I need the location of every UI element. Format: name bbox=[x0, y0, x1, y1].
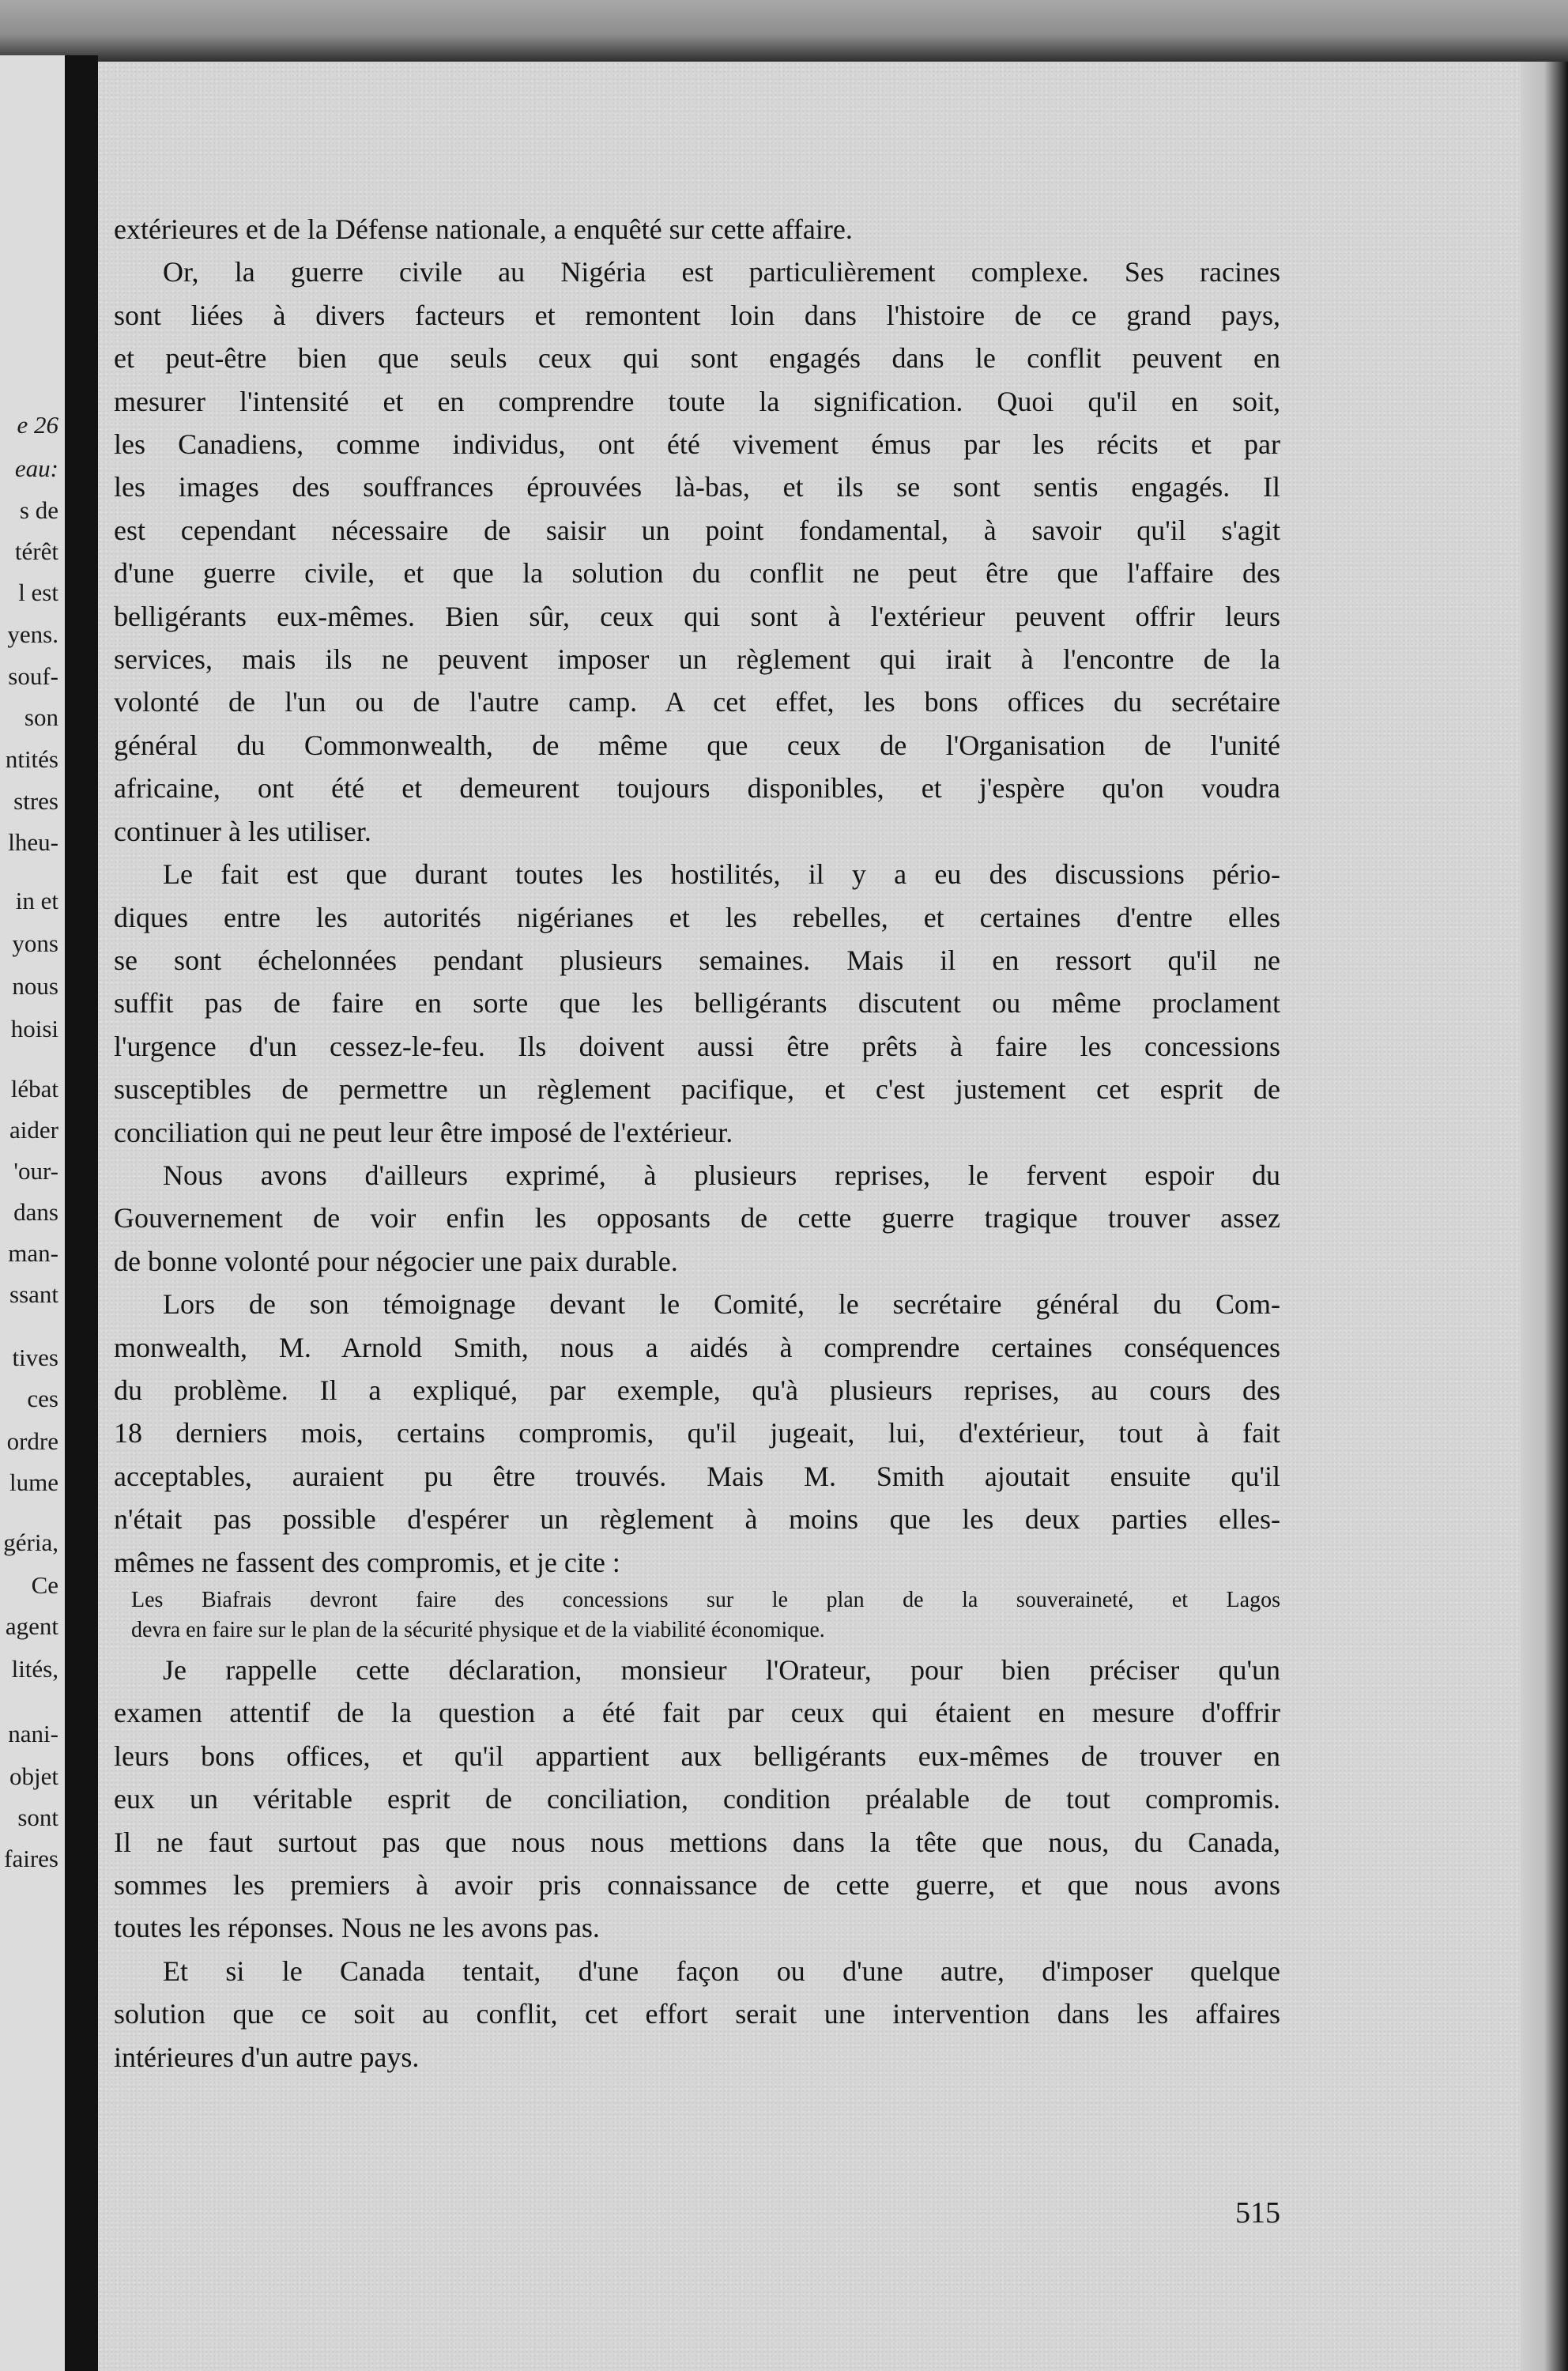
text-line: l'urgence d'un cessez-le-feu. Ils doivent aussi être prêts à faire les concessions bbox=[114, 1030, 1280, 1062]
text-line: les images des souffrances éprouvées là-bas, et ils se sont sentis engagés. Il bbox=[114, 471, 1280, 503]
facing-page-edge bbox=[0, 55, 65, 2371]
facing-page-line-fragment: lheu- bbox=[8, 828, 58, 856]
paragraph bbox=[114, 208, 1280, 251]
facing-page-line-fragment: yens. bbox=[7, 620, 58, 648]
text-line: mesurer l'intensité et en comprendre toute la signification. Quoi qu'il en soit, bbox=[114, 385, 1280, 417]
text-line: général du Commonwealth, de même que ceux de l'Organisation de l'unité bbox=[114, 729, 1280, 761]
text-line: continuer à les utiliser. bbox=[114, 815, 371, 847]
facing-page-line-fragment: 'our- bbox=[13, 1157, 58, 1185]
text-line: Il ne faut surtout pas que nous nous mettions dans la tête que nous, du Canada, bbox=[114, 1826, 1280, 1858]
facing-page-line-fragment: s de bbox=[19, 496, 58, 524]
body-text bbox=[114, 208, 1280, 2079]
text-line: les Canadiens, comme individus, ont été vivement émus par les récits et par bbox=[114, 428, 1280, 461]
page-number: 515 bbox=[1235, 2196, 1280, 2230]
text-line: mêmes ne fassent des compromis, et je cite : bbox=[114, 1546, 620, 1578]
text-line: Or, la guerre civile au Nigéria est particulièrement complexe. Ses racines bbox=[163, 256, 1280, 288]
paragraph bbox=[114, 1950, 1280, 2079]
facing-page-line-fragment: ces bbox=[27, 1385, 58, 1412]
book-gutter bbox=[65, 55, 98, 2371]
facing-page-line-fragment: dans bbox=[13, 1198, 58, 1226]
text-line: se sont échelonnées pendant plusieurs semaines. Mais il en ressort qu'il ne bbox=[114, 944, 1280, 976]
facing-page-line-fragment: faires bbox=[4, 1845, 58, 1872]
text-line: Le fait est que durant toutes les hostilités, il y a eu des discussions pério- bbox=[163, 858, 1280, 891]
paragraph bbox=[114, 1154, 1280, 1283]
facing-page-line-fragment: stres bbox=[13, 787, 58, 815]
text-line: eux un véritable esprit de conciliation, condition préalable de tout compromis. bbox=[114, 1783, 1280, 1815]
text-line: n'était pas possible d'espérer un règlement à moins que les deux parties elles- bbox=[114, 1503, 1280, 1536]
document-page bbox=[98, 62, 1521, 2371]
facing-page-line-fragment: térêt bbox=[14, 537, 58, 565]
text-line: toutes les réponses. Nous ne les avons pas. bbox=[114, 1912, 600, 1944]
facing-page-line-fragment: aider bbox=[9, 1116, 58, 1144]
facing-page-line-fragment: sont bbox=[17, 1804, 58, 1831]
facing-page-line-fragment: Ce bbox=[31, 1571, 58, 1599]
facing-page-line-fragment: agent bbox=[5, 1612, 58, 1640]
facing-page-line-fragment: ordre bbox=[6, 1427, 58, 1455]
facing-page-line-fragment: ntités bbox=[5, 745, 58, 773]
facing-page-line-fragment: in et bbox=[15, 887, 58, 914]
text-line: africaine, ont été et demeurent toujours disponibles, et j'espère qu'on voudra bbox=[114, 772, 1280, 805]
quote-line: Les Biafrais devront faire des concessions sur le plan de la souveraineté, et Lagos bbox=[131, 1588, 1280, 1612]
facing-page-line-fragment: géria, bbox=[3, 1529, 58, 1556]
text-line: de bonne volonté pour négocier une paix durable. bbox=[114, 1245, 678, 1277]
facing-page-line-fragment: son bbox=[24, 703, 58, 731]
text-line: extérieures et de la Défense nationale, a enquêté sur cette affaire. bbox=[114, 213, 853, 245]
text-line: leurs bons offices, et qu'il appartient aux belligérants eux-mêmes de trouver en bbox=[114, 1740, 1280, 1772]
paragraph bbox=[114, 853, 1280, 1154]
facing-page-line-fragment: e 26 bbox=[17, 411, 58, 439]
text-line: et peut-être bien que seuls ceux qui sont engagés dans le conflit peuvent en bbox=[114, 342, 1280, 375]
facing-page-line-fragment: l est bbox=[18, 579, 58, 606]
text-line: examen attentif de la question a été fait par ceux qui étaient en mesure d'offrir bbox=[114, 1697, 1280, 1729]
text-line: sommes les premiers à avoir pris connaissance de cette guerre, et que nous avons bbox=[114, 1869, 1280, 1902]
facing-page-line-fragment: lume bbox=[9, 1468, 58, 1496]
text-line: Gouvernement de voir enfin les opposants de cette guerre tragique trouver assez bbox=[114, 1202, 1280, 1235]
text-line: susceptibles de permettre un règlement pacifique, et c'est justement cet esprit de bbox=[114, 1073, 1280, 1106]
text-line: intérieures d'un autre pays. bbox=[114, 2041, 420, 2073]
facing-page-line-fragment: yons bbox=[12, 929, 58, 957]
text-line: Nous avons d'ailleurs exprimé, à plusieurs reprises, le fervent espoir du bbox=[163, 1159, 1280, 1191]
facing-page-line-fragment: ssant bbox=[9, 1280, 58, 1308]
text-line: services, mais ils ne peuvent imposer un règlement qui irait à l'encontre de la bbox=[114, 643, 1280, 676]
text-line: conciliation qui ne peut leur être imposé de l'extérieur. bbox=[114, 1116, 733, 1148]
text-line: monwealth, M. Arnold Smith, nous a aidés à comprendre certaines conséquences bbox=[114, 1331, 1280, 1363]
facing-page-line-fragment: nani- bbox=[8, 1720, 58, 1747]
text-line: volonté de l'un ou de l'autre camp. A cet effet, les bons offices du secrétaire bbox=[114, 686, 1280, 718]
text-line: du problème. Il a expliqué, par exemple, qu'à plusieurs reprises, au cours des bbox=[114, 1374, 1280, 1406]
text-line: Lors de son témoignage devant le Comité, le secrétaire général du Com- bbox=[163, 1288, 1280, 1321]
facing-page-line-fragment: souf- bbox=[8, 662, 58, 690]
facing-page-line-fragment: hoisi bbox=[10, 1015, 58, 1042]
scanner-border-top bbox=[0, 0, 1568, 63]
text-line: solution que ce soit au conflit, cet effort serait une intervention dans les affaires bbox=[114, 1998, 1280, 2030]
facing-page-line-fragment: nous bbox=[12, 972, 58, 1000]
text-line: 18 derniers mois, certains compromis, qu'il jugeait, lui, d'extérieur, tout à fait bbox=[114, 1417, 1280, 1449]
text-line: Et si le Canada tentait, d'une façon ou d'une autre, d'imposer quelque bbox=[163, 1954, 1280, 1987]
text-line: acceptables, auraient pu être trouvés. Mais M. Smith ajoutait ensuite qu'il bbox=[114, 1460, 1280, 1492]
text-line: d'une guerre civile, et que la solution du conflit ne peut être que l'affaire des bbox=[114, 557, 1280, 590]
facing-page-line-fragment: objet bbox=[9, 1762, 58, 1790]
text-line: belligérants eux-mêmes. Bien sûr, ceux qui sont à l'extérieur peuvent offrir leurs bbox=[114, 600, 1280, 632]
paragraph bbox=[114, 1649, 1280, 1950]
paragraph bbox=[114, 1283, 1280, 1584]
text-line: diques entre les autorités nigérianes et les rebelles, et certaines d'entre elles bbox=[114, 901, 1280, 933]
facing-page-line-fragment: tives bbox=[12, 1344, 58, 1371]
quote-line: devra en faire sur le plan de la sécurité physique et de la viabilité économique. bbox=[131, 1618, 825, 1642]
text-line: est cependant nécessaire de saisir un point fondamental, à savoir qu'il s'agit bbox=[114, 514, 1280, 546]
text-line: suffit pas de faire en sorte que les belligérants discutent ou même proclament bbox=[114, 987, 1280, 1020]
facing-page-line-fragment: eau: bbox=[14, 454, 58, 482]
block-quote bbox=[114, 1585, 1280, 1645]
facing-page-line-fragment: lébat bbox=[10, 1075, 58, 1103]
facing-page-line-fragment: lités, bbox=[11, 1655, 58, 1683]
text-line: sont liées à divers facteurs et remontent loin dans l'histoire de ce grand pays, bbox=[114, 299, 1280, 331]
facing-page-line-fragment: man- bbox=[8, 1239, 58, 1267]
text-line: Je rappelle cette déclaration, monsieur l'Orateur, pour bien préciser qu'un bbox=[163, 1654, 1280, 1686]
page-edge-right bbox=[1521, 62, 1568, 2371]
paragraph bbox=[114, 251, 1280, 853]
